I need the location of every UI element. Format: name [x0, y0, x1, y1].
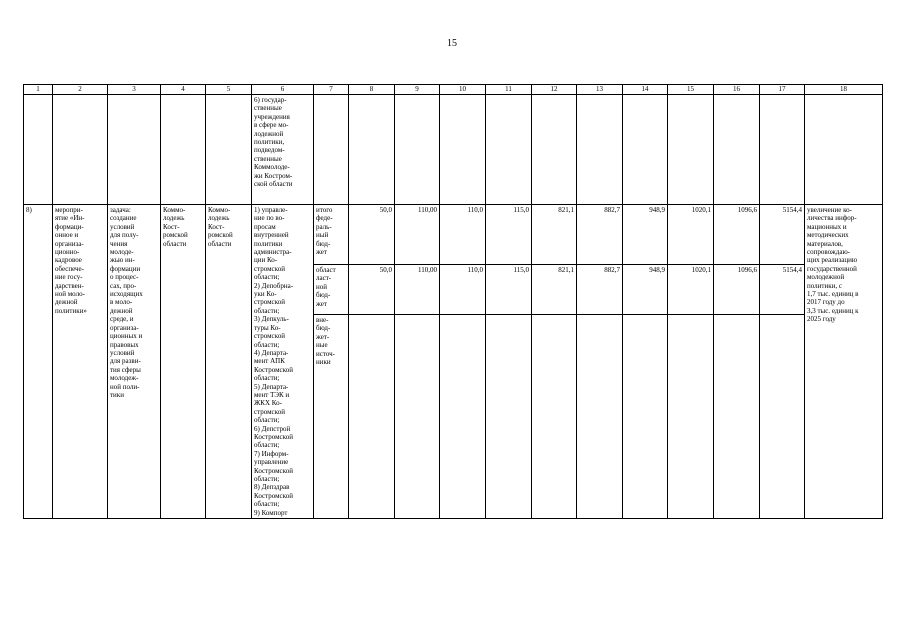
funding-value: 110,00 — [395, 265, 440, 315]
column-header: 9 — [395, 85, 440, 95]
column-header: 10 — [440, 85, 486, 95]
co-executor: Коммо- лодежь Кост- ромской области — [206, 205, 252, 519]
column-header: 4 — [161, 85, 206, 95]
funding-value — [395, 315, 440, 519]
participants-list: 1) управле- ние по во- просам внутренней политики администра- ции Ко- стромской области; 2) Депобрна- уки Ко- стромской области; 3) Депкуль- туры Ко- стромской области; 4) Департа- мент АПК Костромской области; 5) Департа- мент ТЭК и ЖКХ Ко- стромской области; 6) Депстрой Костромской области; 7) Информ- управление Костромской области; 8) Депздрав Костромской области; 9) Компорт — [252, 205, 314, 519]
funding-value: 1020,1 — [668, 265, 714, 315]
funding-value — [623, 315, 668, 519]
column-header: 7 — [314, 85, 349, 95]
column-header: 1 — [24, 85, 53, 95]
funding-value: 50,0 — [349, 265, 395, 315]
funding-value: 5154,4 — [760, 265, 805, 315]
column-header: 17 — [760, 85, 805, 95]
column-header: 12 — [532, 85, 577, 95]
funding-value: 110,0 — [440, 265, 486, 315]
program-table — [23, 84, 883, 519]
activity-task: задача: создание условий для полу- чения молоде- жью ин- формации о процес- сах, про- исходящих в моло- дежной среде, и организа- ционных и правовых условий для разви- тия сферы молодеж- ной поли- тики — [108, 205, 161, 519]
continuation-row — [24, 95, 883, 205]
funding-value: 5154,4 — [760, 205, 805, 265]
funding-value: 1096,6 — [714, 265, 760, 315]
funding-value — [668, 315, 714, 519]
column-header: 6 — [252, 85, 314, 95]
column-header: 11 — [486, 85, 532, 95]
column-header: 14 — [623, 85, 668, 95]
funding-value: 115,0 — [486, 205, 532, 265]
funding-value: 1020,1 — [668, 205, 714, 265]
funding-value — [714, 315, 760, 519]
page-number: 15 — [447, 38, 457, 49]
funding-source: вне- бюд- жет- ные источ- ники — [314, 315, 349, 519]
funding-value: 882,7 — [577, 205, 623, 265]
column-header: 3 — [108, 85, 161, 95]
funding-value — [577, 315, 623, 519]
column-header: 2 — [53, 85, 108, 95]
column-header: 15 — [668, 85, 714, 95]
funding-value — [440, 315, 486, 519]
activity-name: меропри- ятие «Ин- формаци- онное и организа- ционно- кадровое обеспече- ние госу- дарствен- ной моло- дежной политики» — [53, 205, 108, 519]
funding-value — [486, 315, 532, 519]
column-number-row — [24, 85, 883, 95]
expected-result: увеличение ко- личества инфор- мационных и методических материалов, сопровождаю- щих реализацию государственной молодежной политики, с 1,7 тыс. единиц в 2017 году до 3,3 тыс. единиц к 2025 году — [805, 205, 883, 519]
funding-value — [532, 315, 577, 519]
executors-continued: 6) государ- ственные учреждения в сфере мо- лодежной политики, подведом- ственные Коммолоде- жи Костром- ской области — [252, 95, 314, 205]
column-header: 5 — [206, 85, 252, 95]
funding-value: 50,0 — [349, 205, 395, 265]
funding-value: 110,0 — [440, 205, 486, 265]
funding-value: 1096,6 — [714, 205, 760, 265]
funding-value: 110,00 — [395, 205, 440, 265]
item-number: 8) — [24, 205, 53, 519]
column-header: 18 — [805, 85, 883, 95]
funding-value: 821,1 — [532, 205, 577, 265]
funding-value: 821,1 — [532, 265, 577, 315]
funding-value: 948,9 — [623, 265, 668, 315]
column-header: 16 — [714, 85, 760, 95]
column-header: 8 — [349, 85, 395, 95]
funding-source: област ласт- ной бюд- жет — [314, 265, 349, 315]
responsible-executor: Коммо- лодежь Кост- ромской области — [161, 205, 206, 519]
funding-value: 115,0 — [486, 265, 532, 315]
column-header: 13 — [577, 85, 623, 95]
funding-value: 948,9 — [623, 205, 668, 265]
funding-row-total — [24, 205, 883, 265]
funding-value — [349, 315, 395, 519]
funding-source: итого феде- раль- ный бюд- жет — [314, 205, 349, 265]
funding-value: 882,7 — [577, 265, 623, 315]
funding-value — [760, 315, 805, 519]
